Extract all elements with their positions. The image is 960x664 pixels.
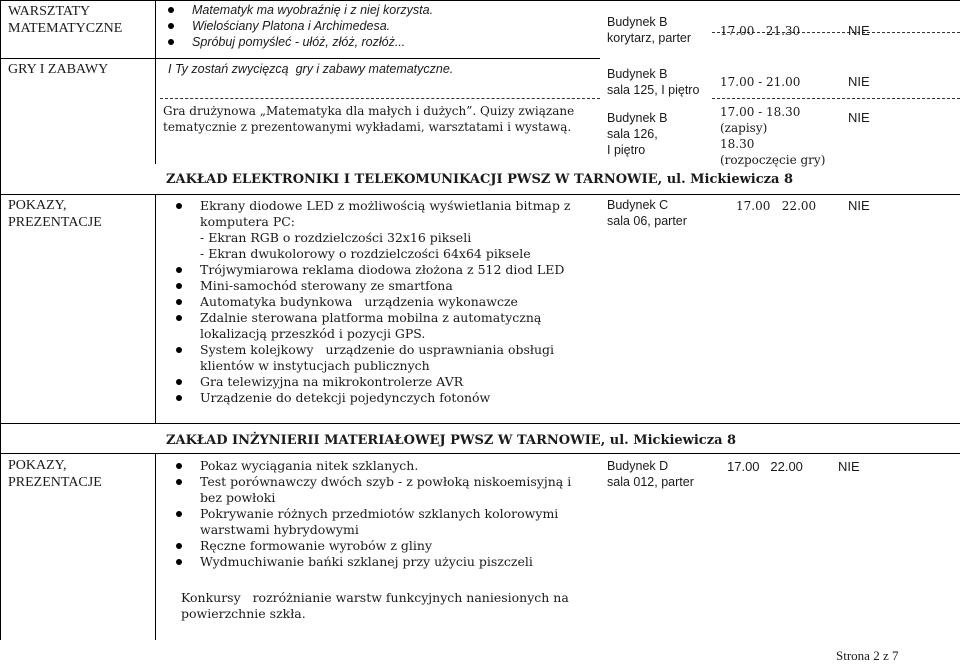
location-gra-druzynowa: Budynek B sala 126, I piętro [607, 111, 668, 157]
list-item: Automatyka budynkowa urządzenia wykonawcze [168, 294, 598, 310]
list-subitem: - Ekran dwukolorowy o rozdzielczości 64x64 piksele [200, 246, 531, 261]
bullet-icon [176, 559, 182, 565]
bullet-icon [176, 511, 182, 517]
time-gra-druzynowa: 17.00 - 18.30 (zapisy) 18.30 (rozpoczęcie gry) [720, 105, 826, 167]
list-item: Mini-samochód sterowany ze smartfona [168, 278, 598, 294]
list-item: Pokrywanie różnych przedmiotów szklanych kolorowymi warstwami hybrydowymi [168, 506, 588, 538]
gry-item: I Ty zostań zwycięzcą gry i zabawy matematyczne. [168, 62, 454, 76]
page-number: Strona 2 z 7 [836, 648, 899, 663]
location-elektronika: Budynek C sala 06, parter [607, 198, 687, 228]
rule-before-inzynieria-header [0, 423, 960, 424]
list-item: Matematyk ma wyobraźnię i z niej korzysta. [160, 2, 600, 18]
time-inzynieria: 17.00 22.00 [727, 459, 803, 474]
elektronika-list [168, 198, 598, 406]
rule-top [0, 0, 960, 1]
fee-elektronika: NIE [848, 198, 870, 213]
bullet-icon [176, 267, 182, 273]
rule-col1-b [155, 194, 156, 424]
list-item: Ręczne formowanie wyrobów z gliny [168, 538, 588, 554]
rule-after-warsztaty [0, 58, 600, 59]
list-item: System kolejkowy urządzenie do usprawniania obsługi klientów w instytucjach publicznych [168, 342, 598, 374]
time-gry: 17.00 - 21.00 [720, 75, 801, 89]
gra-druzynowa-text: Gra drużynowa „Matematyka dla małych i dużych”. Quizy związane tematycznie z prezentowanymi wykładami, warsztatami i wystawą. [163, 104, 575, 134]
fee-gra-druzynowa: NIE [848, 110, 870, 125]
list-item: Test porównawczy dwóch szyb - z powłoką niskoemisyjną i bez powłoki [168, 474, 588, 506]
time-warsztaty: 17.00 21.30 [720, 24, 801, 38]
list-item: Trójwymiarowa reklama diodowa złożona z 512 diod LED [168, 262, 598, 278]
category-pokazy-inzynieria: POKAZY, PREZENTACJE [8, 458, 102, 490]
time-elektronika: 17.00 22.00 [736, 199, 817, 213]
list-item: Pokaz wyciągania nitek szklanych. [168, 458, 588, 474]
bullet-icon [176, 463, 182, 469]
dash-time-2 [712, 98, 960, 99]
list-item: Wielościany Platona i Archimedesa. [160, 18, 600, 34]
location-warsztaty: Budynek B korytarz, parter [607, 15, 692, 45]
bullet-icon [176, 379, 182, 385]
location-gry: Budynek B sala 125, I piętro [607, 67, 700, 97]
list-item: Zdalnie sterowana platforma mobilna z automatyczną lokalizacją przeszkód i pozycji GPS. [168, 310, 598, 342]
bullet-icon [176, 395, 182, 401]
category-warsztaty: WARSZTATY MATEMATYCZNE [8, 4, 123, 36]
bullet-icon [176, 347, 182, 353]
section-header-elektronika: ZAKŁAD ELEKTRONIKI I TELEKOMUNIKACJI PWSZ W TARNOWIE, ul. Mickiewicza 8 [166, 172, 794, 187]
category-gry: GRY I ZABAWY [8, 62, 109, 77]
warsztaty-list [160, 2, 600, 50]
konkurs-text: Konkursy rozróżnianie warstw funkcyjnych naniesionych na powierzchnie szkła. [181, 590, 573, 621]
bullet-icon [176, 203, 182, 209]
category-pokazy-elektronika: POKAZY, PREZENTACJE [8, 198, 102, 230]
list-item: Gra telewizyjna na mikrokontrolerze AVR [168, 374, 598, 390]
bullet-icon [176, 543, 182, 549]
location-inzynieria: Budynek D sala 012, parter [607, 459, 694, 489]
list-item: Spróbuj pomyśleć - ułóż, złóż, rozłóż... [160, 34, 600, 50]
bullet-icon [168, 23, 174, 29]
section-header-inzynieria: ZAKŁAD INŻYNIERII MATERIAŁOWEJ PWSZ W TARNOWIE, ul. Mickiewicza 8 [166, 433, 737, 448]
list-item: Wydmuchiwanie bańki szklanej przy użyciu piszczeli [168, 554, 588, 570]
bullet-icon [168, 7, 174, 13]
bullet-icon [176, 283, 182, 289]
rule-col1-c [155, 453, 156, 640]
fee-inzynieria: NIE [838, 459, 860, 474]
fee-warsztaty: NIE [848, 23, 870, 38]
bullet-icon [176, 479, 182, 485]
bullet-icon [168, 39, 174, 45]
rule-before-inzynieria [0, 453, 960, 454]
inzynieria-list [168, 458, 588, 570]
rule-col1 [155, 0, 156, 164]
list-item: Urządzenie do detekcji pojedynczych fotonów [168, 390, 598, 406]
list-item: Ekrany diodowe LED z możliwością wyświetlania bitmap z komputera PC: [168, 198, 598, 230]
list-subitem: - Ekran RGB o rozdzielczości 32x16 pikseli [200, 230, 472, 245]
bullet-icon [176, 299, 182, 305]
rule-left [0, 0, 1, 640]
fee-gry: NIE [848, 74, 870, 89]
rule-before-elektronika [0, 194, 960, 195]
dash-gry [160, 98, 600, 99]
bullet-icon [176, 315, 182, 321]
